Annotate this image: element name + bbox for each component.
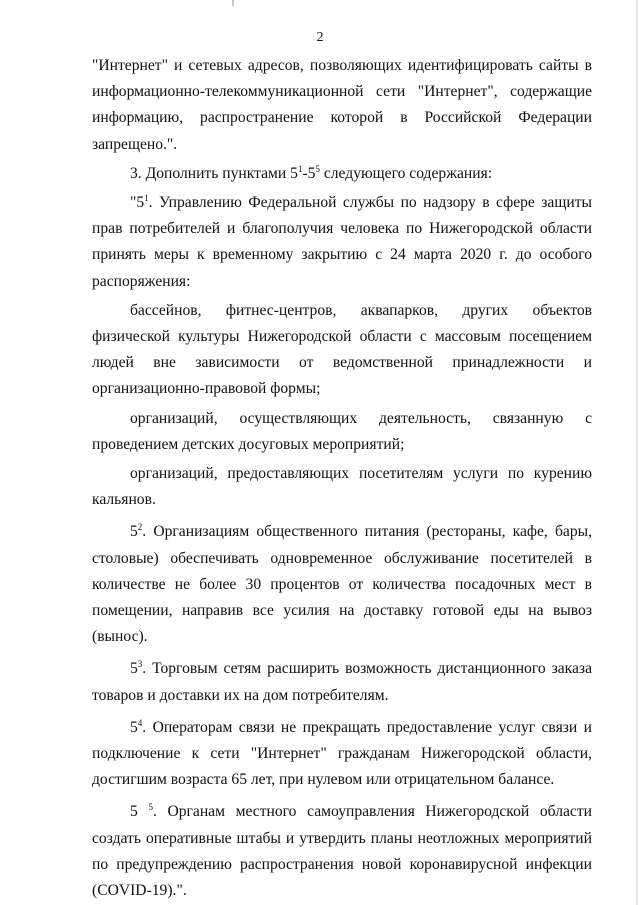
document-body	[92, 53, 592, 904]
page-number: 2	[316, 30, 324, 45]
paragraph-item-5-2: $5^2$. Организациям общественного питания (рестораны, кафе, бары, столовые) обеспечивать одновременное обслуживание посетителей в количестве не более 30 процентов от количества посадочных мест в помещении, направив все усилия на доставку готовой еды на вывоз (вынос).	[92, 522, 592, 646]
paragraph-subitem-hookah: организаций, предоставляющих посетителям услуги по курению кальянов.	[92, 465, 592, 509]
paragraph-item-5-1: "$5^1$. Управлению Федеральной службы по надзору в сфере защиты прав потребителей и благополучия человека по Нижегородской области принять меры к временному закрытию с 24 марта 2020 г. до особого распоряжения:	[92, 193, 592, 290]
paragraph-item-5-3: $5^3$. Торговым сетям расширить возможность дистанционного заказа товаров и доставки их на дом потребителям.	[92, 659, 592, 704]
paragraph-item-5-4: $5^4$. Операторам связи не прекращать предоставление услуг связи и подключение к сети "Интернет" гражданам Нижегородской области, достигшим возраста 65 лет, при нулевом или отрицательном балансе.	[92, 717, 592, 789]
scan-edge-mark-right	[636, 0, 638, 905]
paragraph-subitem-children-events: организаций, осуществляющих деятельность, связанную с проведением детских досуговых мероприятий;	[92, 409, 592, 453]
paragraph-item-5-5: 5 $^5$. Органам местного самоуправления Нижегородской области создать оперативные штабы и утвердить планы неотложных мероприятий по предупреждению распространения новой коронавирусной инфекции (COVID-19).".	[92, 802, 592, 900]
scan-edge-mark-top	[232, 0, 234, 6]
paragraph-amendment-intro: 3. Дополнить пунктами $5^1-5^5$ следующего содержания:	[130, 163, 493, 182]
paragraph-continuation: "Интернет" и сетевых адресов, позволяющих идентифицировать сайты в информационно-телекоммуникационной сети "Интернет", содержащие информацию, распространение которой в Российской Федерации запрещено.".	[92, 57, 592, 153]
paragraph-subitem-pools: бассейнов, фитнес-центров, аквапарков, других объектов физической культуры Нижегородской области с массовым посещением людей вне зависимости от ведомственной принадлежности и организационно-правовой формы;	[92, 301, 592, 398]
